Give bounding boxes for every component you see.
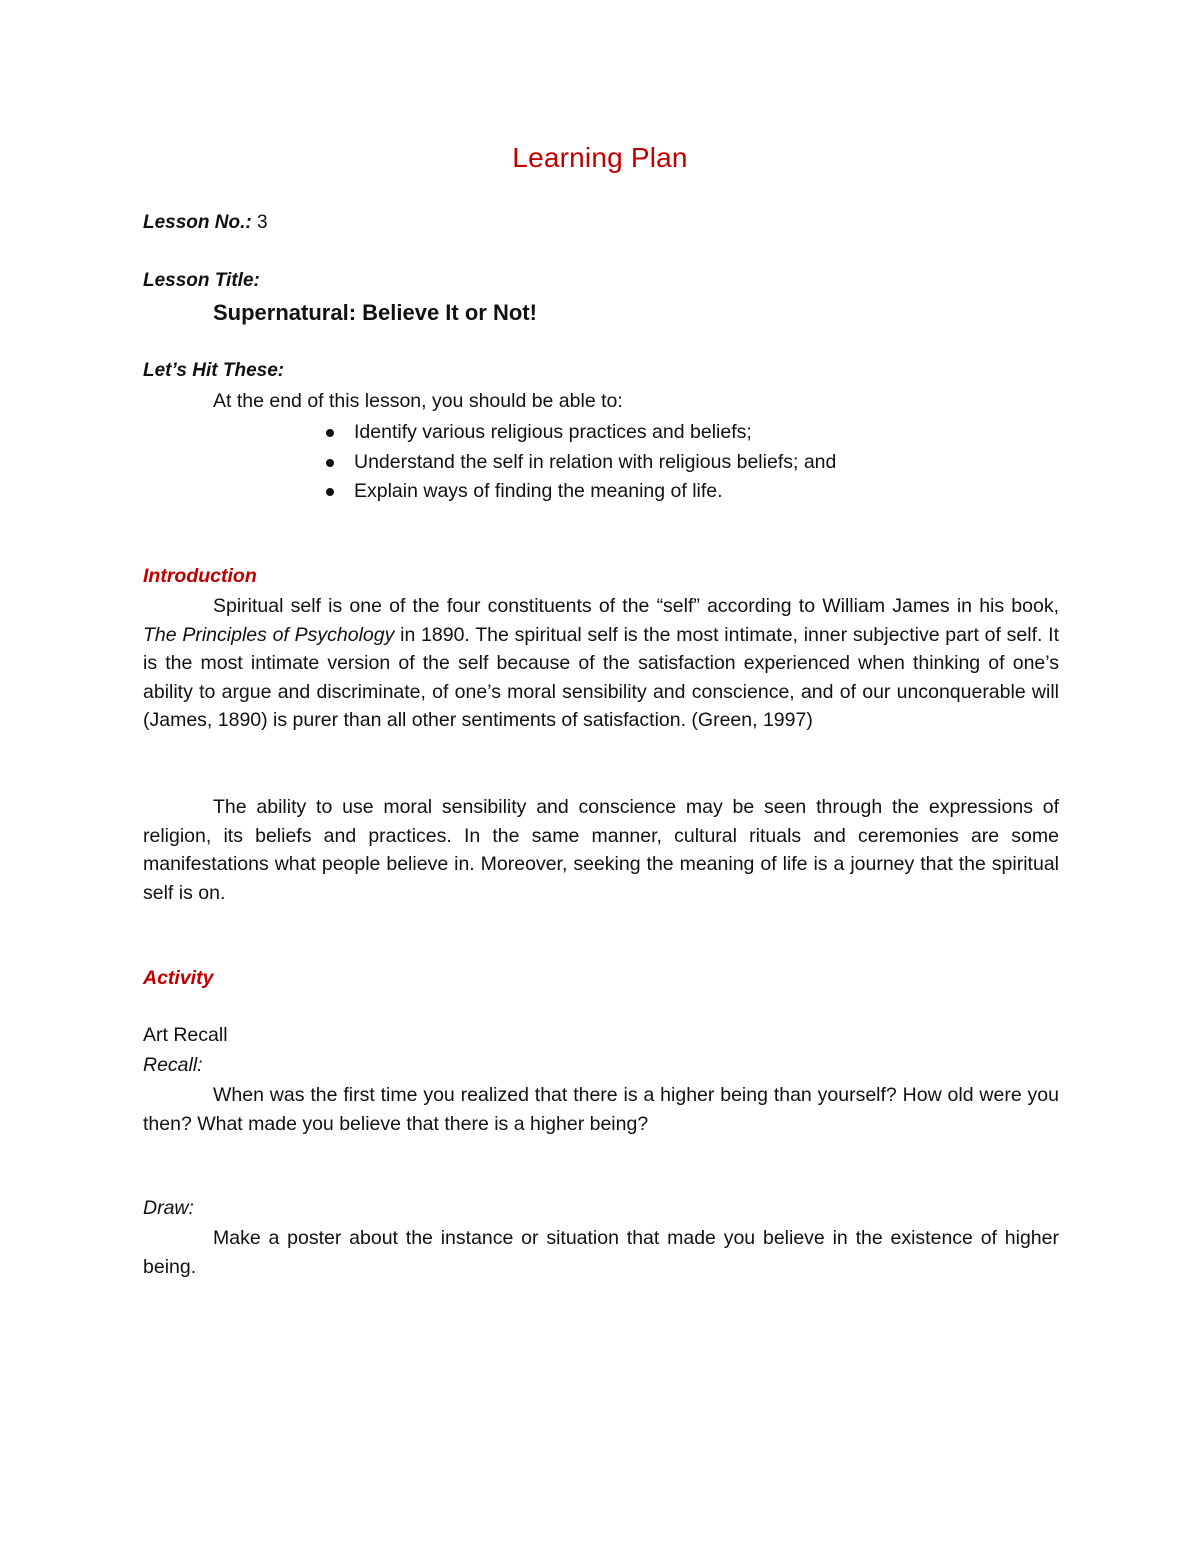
objectives-label: Let’s Hit These: (143, 360, 285, 381)
intro-book-title: The Principles of Psychology (143, 623, 395, 646)
activity-name: Art Recall (143, 1024, 228, 1046)
intro-p1-end: in 1890. The spiritual self is the most intimate, inner subjective part of self. It is the most intimate version of the self because of the satisfaction experienced when thinking of one’s ability to argue and discriminate, of one’s moral sensibility and conscience, and of our unconquerable will (James, 1890) is purer than all other sentiments of satisfaction. (Green, 1997) (143, 623, 1059, 732)
activity-heading: Activity (143, 967, 214, 989)
lesson-number-line (143, 212, 268, 234)
objective-text: Identify various religious practices and beliefs; (354, 421, 752, 443)
bullet-icon (326, 429, 334, 437)
bullet-icon (326, 488, 334, 496)
objective-text: Understand the self in relation with religious beliefs; and (354, 450, 837, 473)
objectives-list (310, 418, 836, 507)
recall-label: Recall: (143, 1054, 203, 1076)
objective-item (310, 477, 836, 507)
objective-item (310, 418, 836, 448)
objective-text: Explain ways of finding the meaning of life. (354, 480, 723, 502)
bullet-icon (326, 459, 334, 467)
draw-text: Make a poster about the instance or situation that made you believe in the existence of higher being. (143, 1227, 1059, 1278)
recall-text: When was the first time you realized that there is a higher being than yourself? How old were you then? What made you believe that there is a higher being? (143, 1084, 1059, 1135)
draw-label: Draw: (143, 1197, 194, 1219)
document-title: Learning Plan (512, 142, 688, 173)
objective-item (310, 448, 836, 478)
lesson-title: Supernatural: Believe It or Not! (213, 300, 537, 325)
introduction-paragraph-1 (143, 592, 1059, 735)
lesson-number-value: 3 (257, 212, 268, 233)
lesson-title-label: Lesson Title: (143, 270, 260, 291)
introduction-heading: Introduction (143, 565, 257, 587)
lesson-number-label: Lesson No.: (143, 212, 252, 233)
intro-p1-start: Spiritual self is one of the four constituents of the “self” according to William James in his book, (213, 595, 1059, 617)
objectives-intro: At the end of this lesson, you should be able to: (213, 390, 623, 412)
introduction-paragraph-2: The ability to use moral sensibility and conscience may be seen through the expressions of religion, its beliefs and practices. In the same manner, cultural rituals and ceremonies are some manifestations what people believe in. Moreover, seeking the meaning of life is a journey that the spiritual self is on. (143, 796, 1059, 904)
